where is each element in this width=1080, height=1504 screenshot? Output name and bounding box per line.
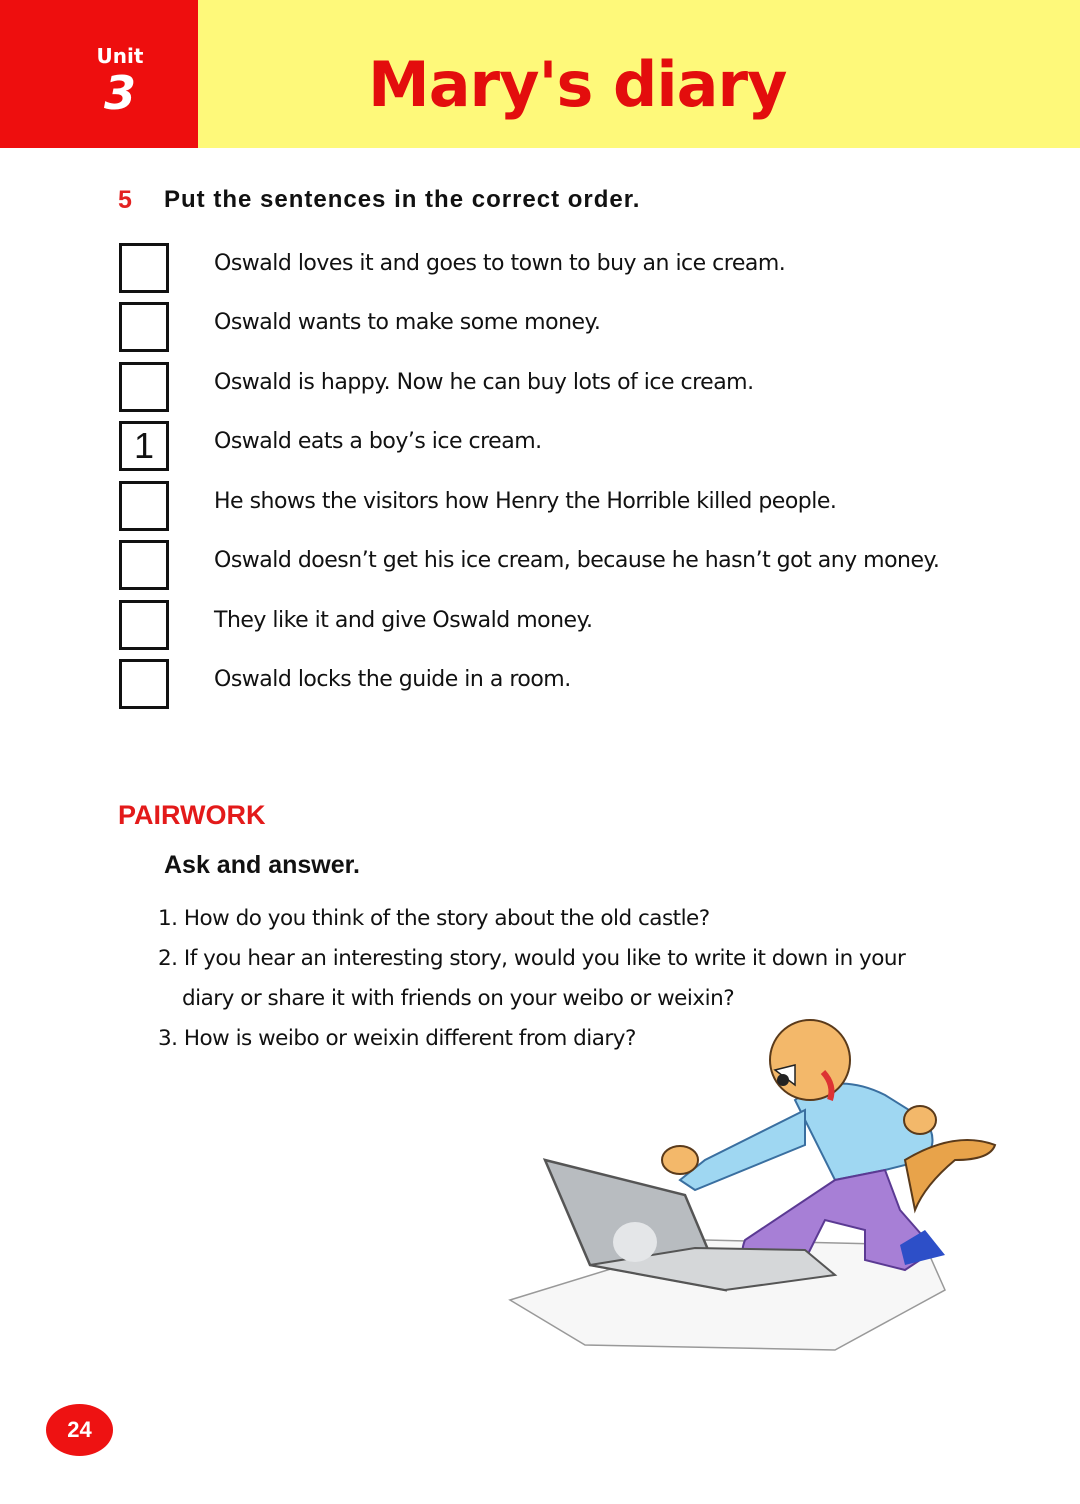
unit-label: Unit <box>96 44 144 68</box>
ordering-item <box>118 421 998 471</box>
ordering-item <box>118 362 998 412</box>
pairwork-heading: PAIRWORK <box>118 800 266 830</box>
ordering-item <box>118 540 998 590</box>
sentence-text: Oswald eats a boy’s ice cream. <box>214 429 542 454</box>
exercise-instruction: Put the sentences in the correct order. <box>164 186 641 213</box>
sentence-text: Oswald loves it and goes to town to buy an ice cream. <box>214 251 786 276</box>
sentence-text: They like it and give Oswald money. <box>214 608 593 633</box>
ordering-item <box>118 481 998 531</box>
sentence-text: Oswald wants to make some money. <box>214 310 601 335</box>
unit-badge <box>0 0 198 148</box>
answer-box[interactable] <box>119 243 169 293</box>
page-title: Mary's diary <box>368 48 787 121</box>
ordering-item <box>118 600 998 650</box>
sentence-text: Oswald doesn’t get his ice cream, because he hasn’t got any money. <box>214 548 940 573</box>
answer-box[interactable] <box>119 540 169 590</box>
unit-number: 3 <box>103 66 136 120</box>
page-number: 24 <box>46 1404 113 1456</box>
answer-box[interactable] <box>119 481 169 531</box>
answer-box[interactable] <box>119 600 169 650</box>
question-1: 1. How do you think of the story about the old castle? <box>158 906 710 931</box>
ordering-item <box>118 243 998 293</box>
answer-box[interactable]: 1 <box>119 421 169 471</box>
question-3: 3. How is weibo or weixin different from diary? <box>158 1026 636 1051</box>
sentence-text: Oswald is happy. Now he can buy lots of ice cream. <box>214 370 754 395</box>
exercise-number: 5 <box>118 186 132 214</box>
tiger-with-laptop-illustration <box>505 1010 1005 1370</box>
answer-box[interactable] <box>119 362 169 412</box>
question-2-continued: diary or share it with friends on your weibo or weixin? <box>182 986 735 1011</box>
unit-banner <box>0 0 1080 148</box>
pairwork-subheading: Ask and answer. <box>164 851 360 879</box>
answer-box[interactable] <box>119 659 169 709</box>
ordering-item <box>118 302 998 352</box>
ordering-item <box>118 659 998 709</box>
answer-box[interactable] <box>119 302 169 352</box>
question-2: 2. If you hear an interesting story, would you like to write it down in your <box>158 946 906 971</box>
sentence-text: Oswald locks the guide in a room. <box>214 667 571 692</box>
sentence-text: He shows the visitors how Henry the Horrible killed people. <box>214 489 837 514</box>
